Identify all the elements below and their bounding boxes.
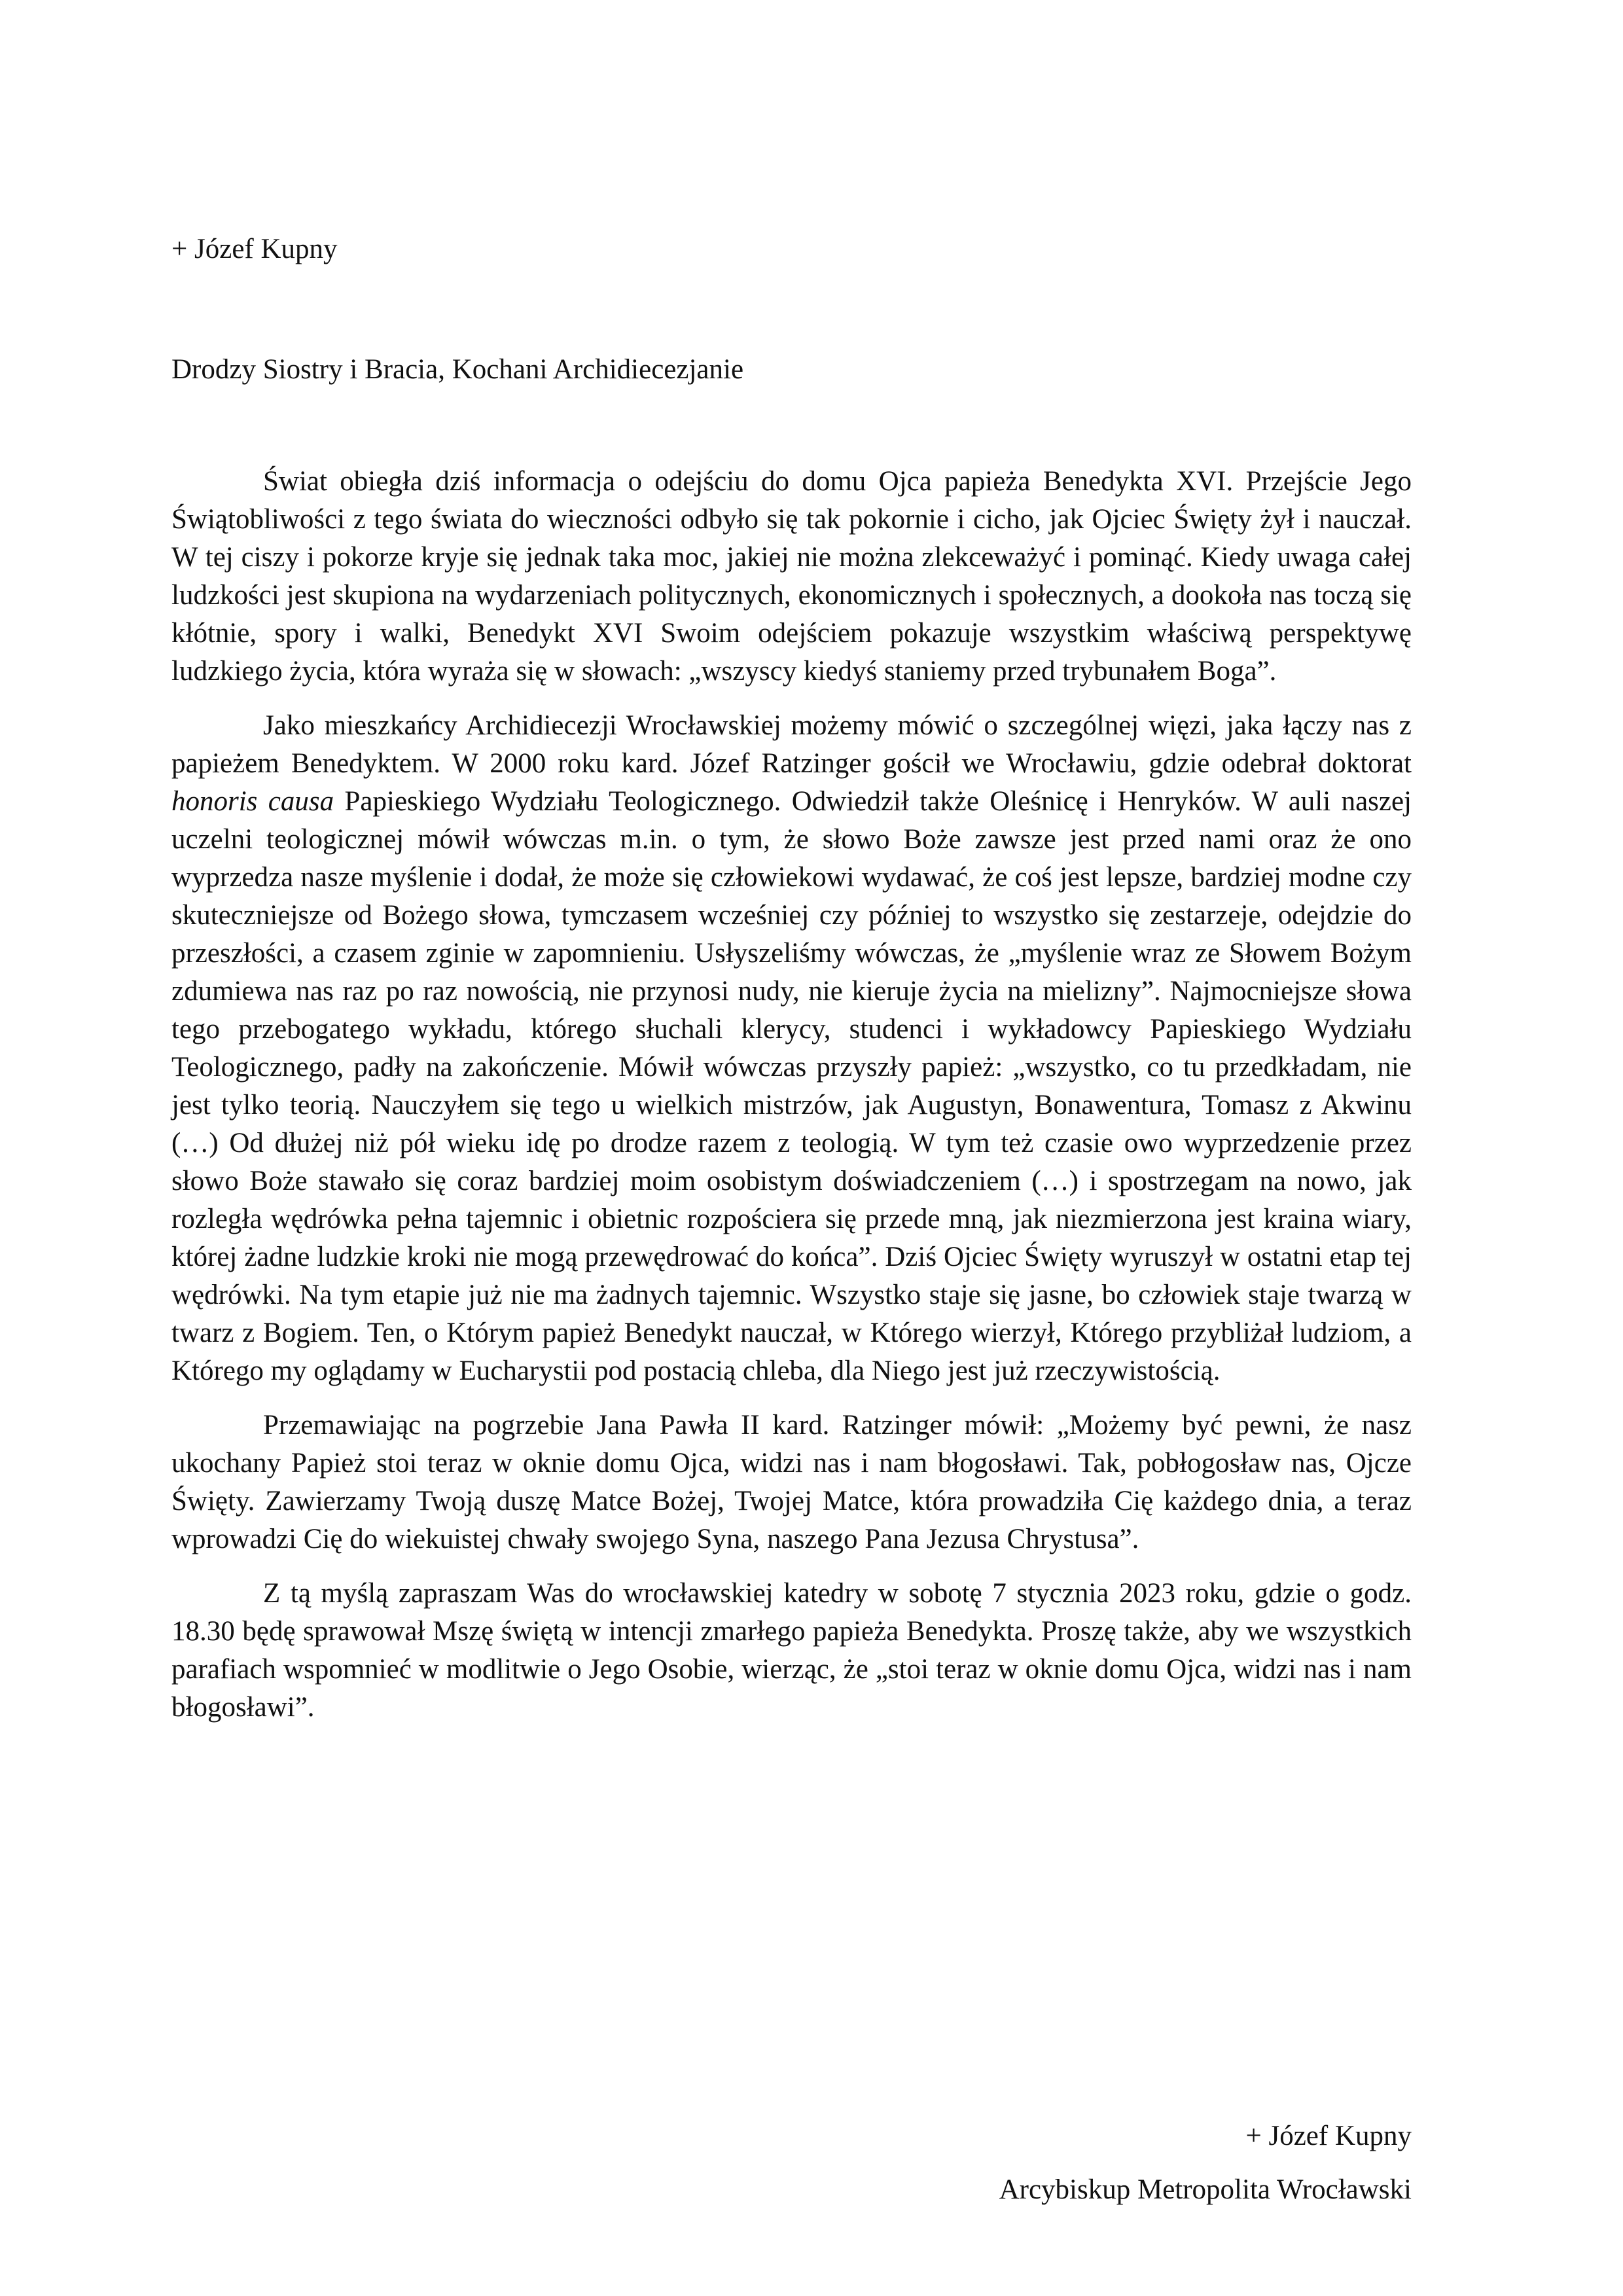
closing-title: Arcybiskup Metropolita Wrocławski xyxy=(999,2174,1412,2205)
body-paragraph xyxy=(171,1575,1412,1727)
body-paragraph xyxy=(171,707,1412,1390)
letter-body xyxy=(171,463,1412,1727)
salutation: Drodzy Siostry i Bracia, Kochani Archidiecezjanie xyxy=(171,354,744,385)
paragraph-text: Jako mieszkańcy Archidiecezji Wrocławskiej możemy mówić o szczególnej więzi, jaka łączy nas z papieżem Benedyktem. W 2000 roku kard. Józef Ratzinger gościł we Wrocławiu, gdzie odebrał doktorat xyxy=(171,710,1412,779)
paragraph-text: Przemawiając na pogrzebie Jana Pawła II kard. Ratzinger mówił: „Możemy być pewni, że nasz ukochany Papież stoi teraz w oknie domu Ojca, widzi nas i nam błogosławi. Tak, pobłogosław nas, Ojcze Święty. Zawierzamy Twoją duszę Matce Bożej, Twojej Matce, która prowadziła Cię każdego dnia, a teraz wprowadzi Cię do wiekuistej chwały swojego Syna, naszego Pana Jezusa Chrystusa”. xyxy=(171,1410,1412,1554)
body-paragraph xyxy=(171,1407,1412,1558)
paragraph-text: Z tą myślą zapraszam Was do wrocławskiej katedry w sobotę 7 stycznia 2023 roku, gdzie o godz. 18.30 będę sprawował Mszę świętą w intencji zmarłego papieża Benedykta. Proszę także, aby we wszystkich parafiach wspomnieć w modlitwie o Jego Osobie, wierząc, że „stoi teraz w oknie domu Ojca, widzi nas i nam błogosławi”. xyxy=(171,1578,1412,1723)
header-signature: + Józef Kupny xyxy=(171,234,338,264)
paragraph-text: Świat obiegła dziś informacja o odejściu do domu Ojca papieża Benedykta XVI. Przejście Jego Świątobliwości z tego świata do wieczności odbyło się tak pokornie i cicho, jak Ojciec Święty żył i nauczał. W tej ciszy i pokorze kryje się jednak taka moc, jakiej nie można zlekceważyć i pominąć. Kiedy uwaga całej ludzkości jest skupiona na wydarzeniach politycznych, ekonomicznych i społecznych, a dookoła nas toczą się kłótnie, spory i walki, Benedykt XVI Swoim odejściem pokazuje wszystkim właściwą perspektywę ludzkiego życia, która wyraża się w słowach: „wszyscy kiedyś staniemy przed trybunałem Boga”. xyxy=(171,466,1412,687)
closing-block xyxy=(999,2117,1412,2225)
paragraph-text: Papieskiego Wydziału Teologicznego. Odwiedził także Oleśnicę i Henryków. W auli naszej uczelni teologicznej mówił wówczas m.in. o tym, że słowo Boże zawsze jest przed nami oraz że ono wyprzedza nasze myślenie i dodał, że może się człowiekowi wydawać, że coś jest lepsze, bardziej modne czy skuteczniejsze od Bożego słowa, tymczasem wcześniej czy później to wszystko się zestarzeje, odejdzie do przeszłości, a czasem zginie w zapomnieniu. Usłyszeliśmy wówczas, że „myślenie wraz ze Słowem Bożym zdumiewa nas raz po raz nowością, nie przynosi nudy, nie kieruje życia na mielizny”. Najmocniejsze słowa tego przebogatego wykładu, którego słuchali klerycy, studenci i wykładowcy Papieskiego Wydziału Teologicznego, padły na zakończenie. Mówił wówczas przyszły papież: „wszystko, co tu przedkładam, nie jest tylko teorią. Nauczyłem się tego u wielkich mistrzów, jak Augustyn, Bonawentura, Tomasz z Akwinu (…) Od dłużej niż pół wieku idę po drodze razem z teologią. W tym też czasie owo wyprzedzenie przez słowo Boże stawało się coraz bardziej moim osobistym doświadczeniem (…) i spostrzegam na nowo, jak rozległa wędrówka pełna tajemnic i obietnic rozpościera się przede mną, jak niezmierzona jest kraina wiary, której żadne ludzkie kroki nie mogą przewędrować do końca”. Dziś Ojciec Święty wyruszył w ostatni etap tej wędrówki. Na tym etapie już nie ma żadnych tajemnic. Wszystko staje się jasne, bo człowiek staje twarzą w twarz z Bogiem. Ten, o Którym papież Benedykt nauczał, w Którego wierzył, Którego przybliżał ludziom, a Którego my oglądamy w Eucharystii pod postacią chleba, dla Niego jest już rzeczywistością. xyxy=(171,786,1412,1386)
italic-phrase: honoris causa xyxy=(171,786,334,817)
closing-signature: + Józef Kupny xyxy=(1245,2121,1412,2151)
body-paragraph xyxy=(171,463,1412,691)
